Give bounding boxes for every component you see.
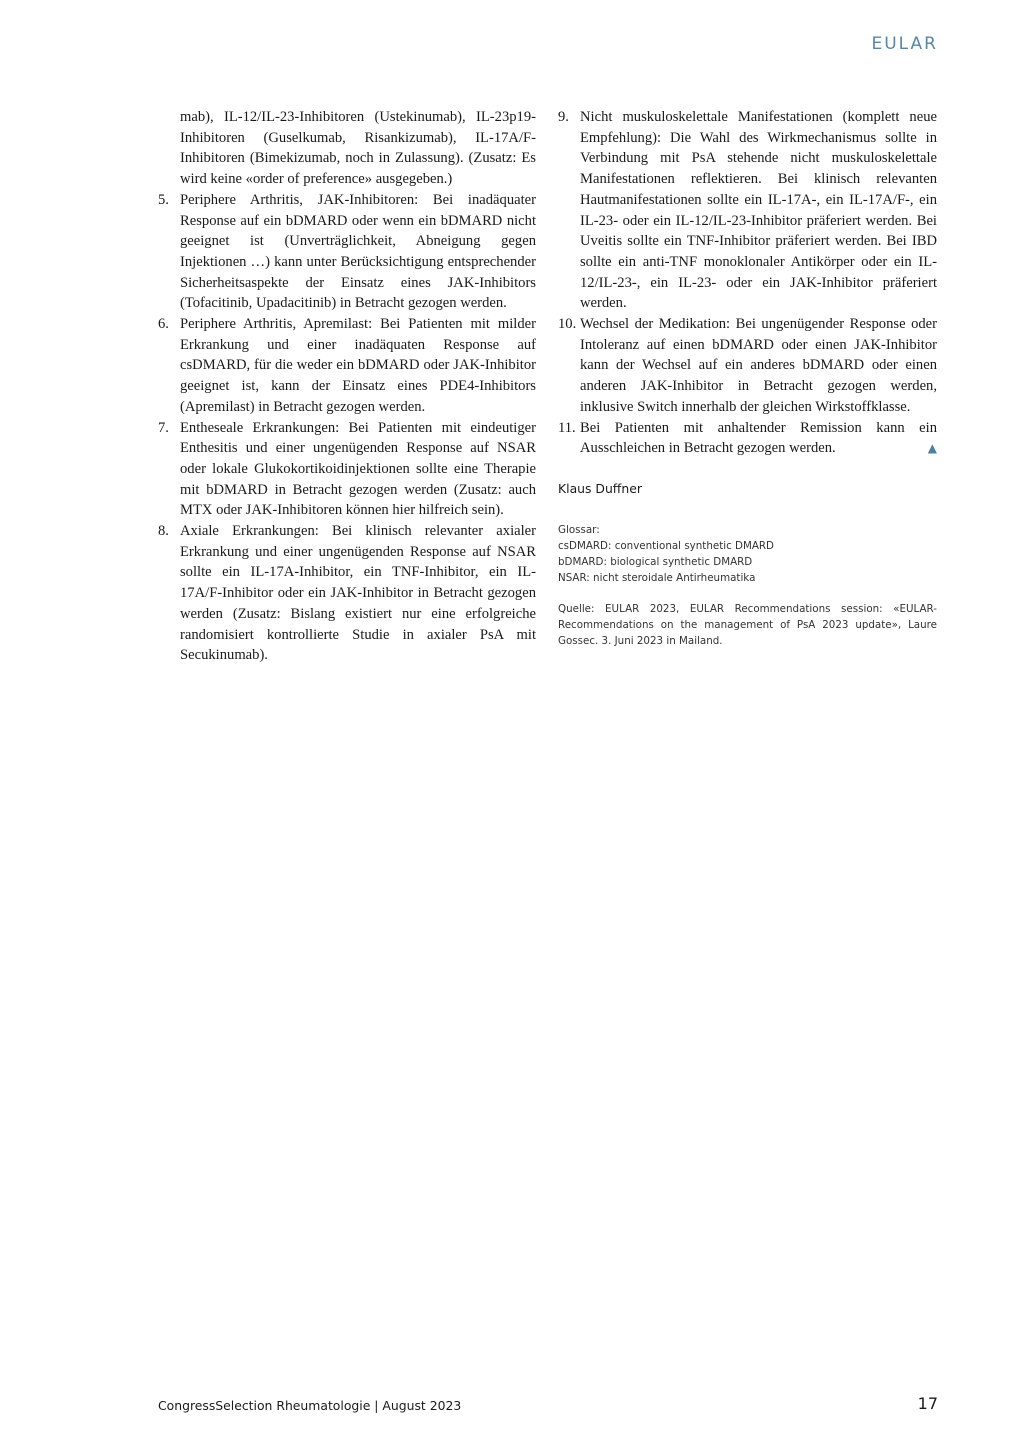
item-text: Axiale Erkrankungen: Bei klinisch relevanter axialer Erkrankung und einer ungenügenden Response auf NSAR sollte ein IL-17A-Inhibitor, ein TNF-Inhibitor, ein IL-17A/F-Inhibitor oder ein JAK-Inhibitor in Betracht gezogen werden (Zusatz: Bislang existiert nur eine erfolgreiche randomisiert kontrollierte Studie in axialer PsA mit Secukinumab). bbox=[180, 523, 536, 664]
continued-paragraph: mab), IL-12/IL-23-Inhibitoren (Ustekinumab), IL-23p19-Inhibitoren (Guselkumab, Risankizumab), IL-17A/F-Inhibitoren (Bimekizumab, noch in Zulassung). (Zusatz: Es wird keine «order of preference» ausgegeben.) bbox=[180, 109, 536, 188]
item-number: 11. bbox=[558, 419, 576, 436]
recommendation-item bbox=[558, 314, 937, 418]
source-note: Quelle: EULAR 2023, EULAR Recommendations session: «EULAR-Recommendations on the management of PsA 2023 update», Laure Gossec. 3. Juni 2023 in Mailand. bbox=[558, 602, 937, 647]
item-number: 9. bbox=[558, 109, 569, 125]
glossary-entry: bDMARD: biological synthetic DMARD bbox=[558, 555, 753, 568]
recommendation-item bbox=[558, 107, 937, 314]
recommendation-item bbox=[158, 521, 536, 666]
recommendation-item bbox=[158, 418, 536, 522]
glossary-entry: NSAR: nicht steroidale Antirheumatika bbox=[558, 571, 756, 584]
item-text: Wechsel der Medikation: Bei ungenügender Response oder Intoleranz auf einen bDMARD oder einen JAK-Inhibitor kann der Wechsel auf ein anderes bDMARD oder einen anderen JAK-Inhibitor in Betracht gezogen werden, inklusive Switch innerhalb der gleichen Wirkstoffklasse. bbox=[580, 316, 937, 415]
item-number: 10. bbox=[558, 316, 577, 333]
footer-publication: CongressSelection Rheumatologie | August 2023 bbox=[158, 1398, 462, 1413]
recommendation-item bbox=[158, 314, 536, 418]
item-number: 7. bbox=[158, 419, 169, 436]
glossary-title: Glossar: bbox=[558, 523, 600, 536]
right-column bbox=[558, 107, 937, 649]
item-text: Bei Patienten mit anhaltender Remission kann ein Ausschleichen in Betracht gezogen werden. bbox=[580, 419, 937, 457]
item-text: Entheseale Erkrankungen: Bei Patienten mit eindeutiger Enthesitis und einer ungenügenden Response auf NSAR oder lokale Glukokortikoidinjektionen sollte eine Therapie mit bDMARD in Betracht gezogen werden (Zusatz: auch MTX oder JAK-Inhibitoren können hier hilfreich sein). bbox=[180, 419, 536, 519]
item-number: 8. bbox=[158, 523, 169, 540]
end-triangle-icon: ▲ bbox=[927, 441, 937, 456]
section-label: EULAR bbox=[871, 34, 938, 54]
left-column bbox=[158, 107, 536, 666]
recommendation-item bbox=[158, 190, 536, 314]
glossary bbox=[558, 522, 937, 586]
item-number: 5. bbox=[158, 191, 169, 208]
item-text: Periphere Arthritis, Apremilast: Bei Patienten mit milder Erkrankung und einer inadäquaten Response auf csDMARD, für die weder ein bDMARD oder JAK-Inhibitor geeignet ist, kann der Einsatz eines PDE4-Inhibitors (Apremilast) in Betracht gezogen werden. bbox=[180, 316, 536, 415]
recommendation-item bbox=[558, 418, 937, 459]
item-number: 6. bbox=[158, 316, 169, 333]
item-text: Nicht muskuloskelettale Manifestationen (komplett neue Empfehlung): Die Wahl des Wirkmechanismus sollte in Verbindung mit PsA stehende nicht muskuloskelettale Manifestationen reflektieren. Bei klinisch relevanten Hautmanifestationen sollte ein IL-17A-, ein IL-17A/F-, ein IL-23- oder ein IL-12/IL-23-Inhibitor präferiert werden. Bei Uveitis sollte ein TNF-Inhibitor präferiert werden. Bei IBD sollte ein anti-TNF monoklonaler Antikörper oder ein IL-12/IL-23-, ein IL-23- oder ein JAK-Inhibitor präferiert werden. bbox=[580, 109, 937, 312]
page-number: 17 bbox=[917, 1394, 938, 1413]
item-text: Periphere Arthritis, JAK-Inhibitoren: Bei inadäquater Response auf ein bDMARD oder wenn ein bDMARD nicht geeignet ist (Unverträglichkeit, Abneigung gegen Injektionen …) kann unter Berücksichtigung entsprechender Sicherheitsaspekte der Einsatz eines JAK-Inhibitors (Tofacitinib, Upadacitinib) in Betracht gezogen werden. bbox=[180, 191, 536, 312]
glossary-entry: csDMARD: conventional synthetic DMARD bbox=[558, 539, 774, 552]
author-name: Klaus Duffner bbox=[558, 480, 642, 496]
